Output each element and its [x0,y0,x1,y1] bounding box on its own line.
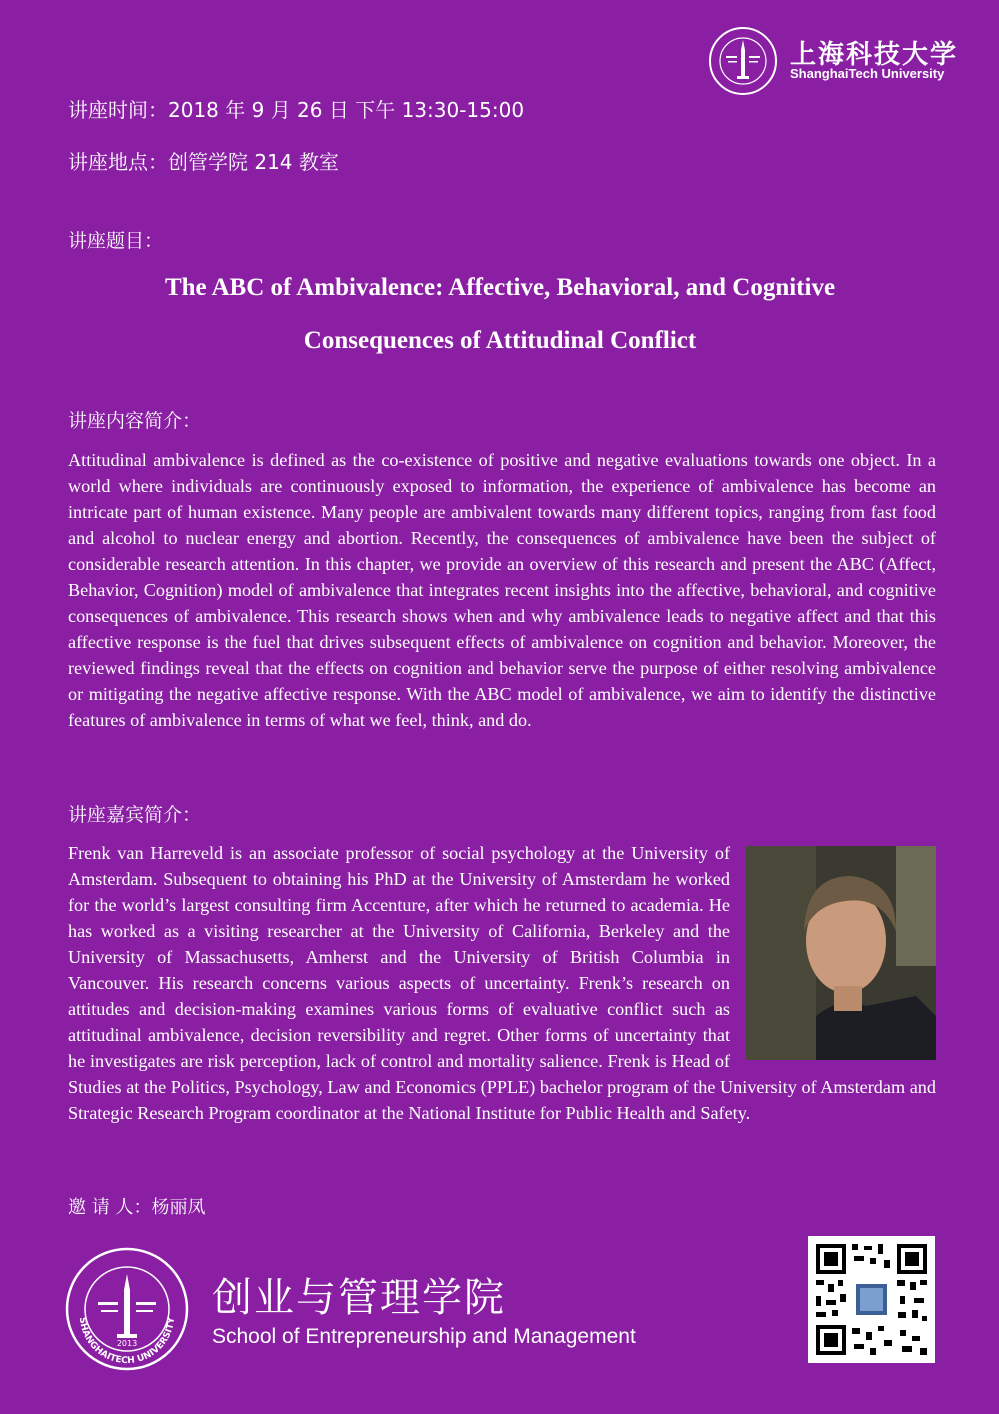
seal-year: 2013 [116,1339,138,1348]
shanghaitech-seal-logo [708,26,778,96]
topic-heading: 讲座题目： [68,230,164,252]
qr-code[interactable] [808,1236,935,1363]
speaker-bio-text: Frenk van Harreveld is an associate professor of social psychology at the University of Amsterdam. Subsequent to obtaining his PhD at the University of Amsterdam he worked for the world’s largest consulting firm Accenture, after which he returned to academia. He has worked as a visiting researcher at the University of California, Berkeley and the University of Massachusetts, Amherst and the University of British Columbia in Vancouver. His research concerns various aspects of uncertainty. Frenk’s research on attitudes and decision-making examines various forms of evaluative conflict such as attitudinal ambivalence, decision reversibility and regret. Other forms of uncertainty that he investigates are risk perception, lack of control and mortality salience. Frenk is Head of Studies at the Politics, Psychology, Law and Economics (PPLE) bachelor program of the University of Amsterdam and Strategic Research Program coordinator at the National Institute for Public Health and Safety. [68,843,936,1123]
inviter: 邀 请 人：杨丽凤 [68,1197,206,1218]
seal-text: SHANGHAITECH UNIVERSITY [76,1316,178,1367]
talk-title-line-1: The ABC of Ambivalence: Affective, Behavioral, and Cognitive [164,274,836,301]
talk-title-line-2: Consequences of Attitudinal Conflict [303,327,697,354]
school-name-en: School of Entrepreneurship and Management [212,1325,636,1348]
abstract-text: Attitudinal ambivalence is defined as the co-existence of positive and negative evaluations towards one object. In a world where individuals are continuously exposed to information, the experience of ambivalence has become an intricate part of human existence. Many people are ambivalent towards many different topics, ranging from fast food and alcohol to nuclear energy and abortion. Recently, the consequences of ambivalence have been the subject of considerable research attention. In this chapter, we provide an overview of this research and present the ABC (Affect, Behavior, Cognition) model of ambivalence that integrates recent insights into the affective, behavioral, and cognitive consequences of ambivalence. This research shows when and why ambivalence leads to negative affect and that this affective response is the fuel that drives subsequent effects of ambivalence on cognition and behavior. Moreover, the reviewed findings reveal that the effects on cognition and behavior serve the purpose of either resolving ambivalence or mitigating the negative affective response. With the ABC model of ambivalence, we aim to identify the distinctive features of ambivalence in terms of what we feel, think, and do. [68,450,936,730]
university-name-cn: 上海科技大学 [790,40,959,70]
speaker-photo [746,846,936,1060]
school-name-cn: 创业与管理学院 [212,1275,506,1321]
university-name-en: ShanghaiTech University [790,66,945,81]
lecture-venue: 讲座地点：创管学院 214 教室 [68,150,339,174]
speaker-bio-section [68,840,936,1126]
shanghaitech-seal-logo-large [64,1246,190,1372]
lecture-time: 讲座时间：2018 年 9 月 26 日 下午 13:30-15:00 [68,98,525,122]
speaker-heading: 讲座嘉宾简介： [68,804,202,826]
abstract-heading: 讲座内容简介： [68,410,202,432]
